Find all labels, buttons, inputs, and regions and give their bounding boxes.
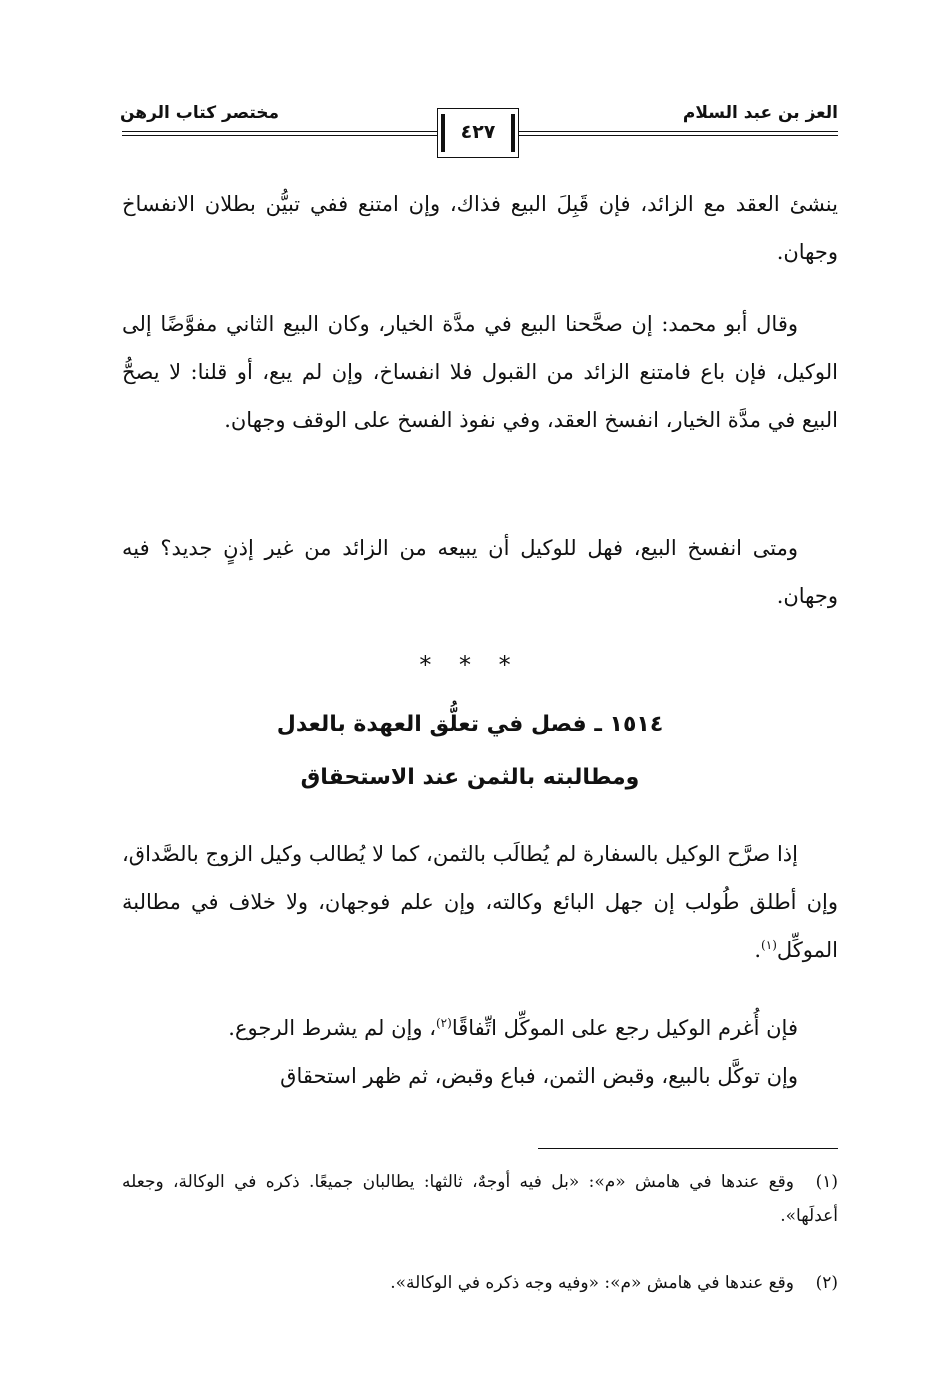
footnote-ref[interactable]: (٢) (435, 1016, 452, 1030)
running-header-author: العز بن عبد السلام (682, 103, 838, 123)
paragraph-text: فإن أُغرم الوكيل رجع على الموكِّل اتِّفاقًا (451, 1016, 798, 1040)
page-number-frame (437, 108, 519, 158)
footnote (122, 1165, 838, 1233)
paragraph: ينشئ العقد مع الزائد، فإن قَبِلَ البيع فذاك، وإن امتنع ففي تبيُّن بطلان الانفساخ وجهان. (122, 192, 838, 264)
section-subheading: ومطالبته بالثمن عند الاستحقاق (300, 765, 640, 790)
paragraph-text-end: ، وإن لم يشرط الرجوع. (228, 1016, 436, 1040)
footnote-text: وقع عندها في هامش «م»: «وفيه وجه ذكره في الوكالة». (390, 1273, 794, 1293)
paragraph: وإن توكَّل بالبيع، وقبض الثمن، فباع وقبض، ثم ظهر استحقاق (280, 1064, 798, 1088)
paragraph: ومتى انفسخ البيع، فهل للوكيل أن يبيعه من الزائد من غير إذنٍ جديد؟ فيه وجهان. (122, 536, 838, 608)
footnote-rule (538, 1148, 838, 1149)
footnote-text: وقع عندها في هامش «م»: «بل فيه أوجهٌ، ثالثها: يطالبان جميعًا. ذكره في الوكالة، وجعله أعدلَها». (122, 1172, 838, 1226)
paragraph: وقال أبو محمد: إن صحَّحنا البيع في مدَّة الخيار، وكان البيع الثاني مفوَّضًا إلى الوكيل، فإن باع فامتنع الزائد من القبول فلا انفساخ، وإن لم يبع، أو قلنا: لا يصحُّ البيع في مدَّة الخيار، انفسخ العقد، وفي نفوذ الفسخ على الوقف وجهان. (122, 312, 838, 432)
footnote-number: (١) (815, 1172, 838, 1192)
section-heading: ١٥١٤ ـ فصل في تعلُّق العهدة بالعدل (276, 712, 664, 737)
footnote-ref[interactable]: (١) (761, 938, 777, 952)
footnote (122, 1266, 838, 1300)
paragraph (122, 830, 838, 974)
paragraph-text: إذا صرَّح الوكيل بالسفارة لم يُطالَب بالثمن، كما لا يُطالب وكيل الزوج بالصَّداق، وإن أطلق طُولب إن جهل البائع وكالته، وإن علم فوجهان، ولا خلاف في مطالبة الموكِّل (122, 842, 838, 962)
paragraph-text-end: . (754, 938, 762, 962)
running-header-book-title: مختصر كتاب الرهن (120, 103, 280, 123)
page-number: ٤٢٧ (460, 121, 496, 143)
footnote-number: (٢) (815, 1273, 838, 1293)
section-separator: * * * (419, 651, 521, 679)
paragraph (122, 1004, 838, 1052)
